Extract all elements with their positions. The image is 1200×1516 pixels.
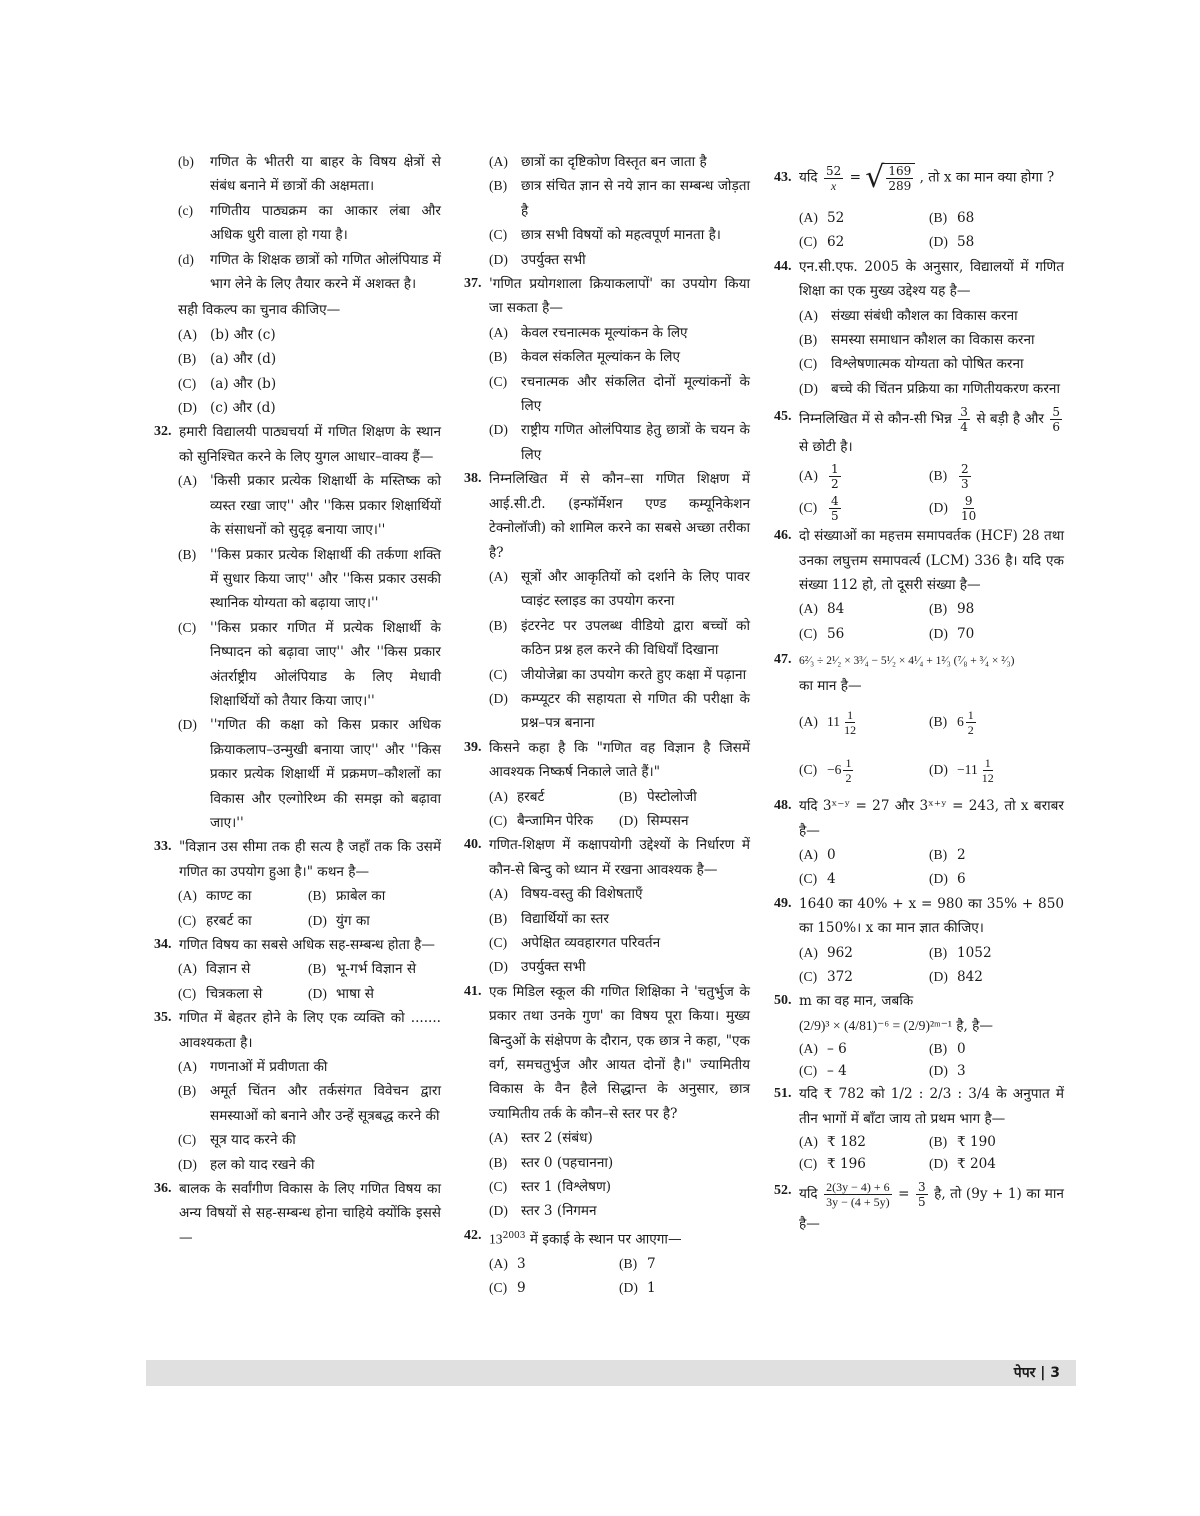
q33-option-d: (D) युंग का: [308, 912, 370, 929]
q35-option-d: (D) हल को याद रखने की: [178, 1156, 315, 1173]
q38-option-d: (D) कम्प्यूटर की सहायता से गणित की परीक्षा के प्रश्न–पत्र बनाना: [489, 690, 750, 732]
question-49: 49. 1640 का 40% + x = 980 का 35% + 850 का 150%। x का मान ज्ञात कीजिए।: [774, 895, 1064, 937]
question-48: 48. यदि 3ˣ⁻ʸ = 27 और 3ˣ⁺ʸ = 243, तो x बराबर है—: [774, 798, 1064, 839]
q36-option-b: (B) छात्र संचित ज्ञान से नये ज्ञान का सम्बन्ध जोड़ता है: [489, 178, 750, 219]
q50-expression: (2/9)³ × (4/81)⁻⁶ = (2/9)²ᵐ⁻¹: [799, 1017, 952, 1033]
q33-option-c: (C) हरबर्ट का: [178, 912, 252, 929]
q31-statement-d: (d) गणित के शिक्षक छात्रों को गणित ओलंपियाड में भाग लेने के लिए तैयार करने में अशक्त है।: [178, 251, 441, 293]
q32-option-c: (C) ''किस प्रकार गणित में प्रत्येक शिक्षार्थी के निष्पादन को बढ़ावा जाए'' और ''किस प्रकार अंतर्राष्ट्रीय ओलंपियाड के लिए मेधावी शिक्षार्थियों को तैयार किया जाए।'': [178, 619, 441, 709]
q48-option-a: (A) 0: [799, 846, 836, 863]
q49-option-a: (A) 962: [799, 944, 853, 961]
q40-options: [489, 882, 750, 980]
question-39: 39. किसने कहा है कि "गणित वह विज्ञान है जिसमें आवश्यक निष्कर्ष निकाले जाते हैं।": [464, 739, 750, 781]
q33-option-a: (A) काण्ट का: [178, 888, 252, 905]
question-47: 47. 6²⁄₃ ÷ 2¹⁄₂ × 3³⁄₄ − 5¹⁄₂ × 4¹⁄₄ + 1²⁄₃ (⁷⁄₈ + ³⁄₄ × ²⁄₃) का मान है—: [774, 652, 1015, 694]
q45-option-b: (B) $\frac{2}{3}$: [929, 462, 969, 492]
q40-option-d: (D) उपर्युक्त सभी: [489, 959, 586, 976]
q39-options: [489, 785, 750, 834]
q47-option-a: (A) 11 $\frac{1}{12}$: [799, 708, 857, 738]
question-46: 46. दो संख्याओं का महत्तम समापवर्तक (HCF) 28 तथा उनका लघुत्तम समापवर्त्य (LCM) 336 है। यदि एक संख्या 112 हो, तो दूसरी संख्या है—: [774, 528, 1064, 594]
q37-option-c: (C) रचनात्मक और संकलित दोनों मूल्यांकनों के लिए: [489, 373, 750, 415]
q42-options: [489, 1252, 750, 1301]
q44-option-c: (C) विश्लेषणात्मक योग्यता को पोषित करना: [799, 356, 1024, 373]
q42-option-d: (D) 1: [619, 1280, 656, 1297]
q35-options: [178, 1055, 441, 1177]
q32-option-d: (D) ''गणित की कक्षा को किस प्रकार अधिक क्रियाकलाप–उन्मुखी बनाया जाए'' और ''किस प्रकार प्रत्येक शिक्षार्थी में प्रक्रमण–कौशलों का विकास और एल्गोरिथ्म की समझ को बढ़ावा जाए।'': [178, 717, 441, 831]
q43-option-d: (D) 58: [929, 234, 975, 251]
q34-options: [178, 957, 441, 1006]
q39-option-c: (C) बैन्जामिन पेरिक: [489, 812, 594, 829]
q32-options: [178, 469, 441, 835]
q49-option-d: (D) 842: [929, 968, 983, 985]
q38-options: [489, 565, 750, 736]
q41-option-b: (B) स्तर 0 (पहचानना): [489, 1154, 614, 1171]
q44-option-b: (B) समस्या समाधान कौशल का विकास करना: [799, 332, 1035, 349]
question-35: 35. गणित में बेहतर होने के लिए एक व्यक्ति को ....... आवश्यकता है।: [154, 1010, 441, 1051]
q40-option-a: (A) विषय-वस्तु की विशेषताएँ: [489, 886, 643, 903]
question-43: 43. यदि $\frac{52}{x}$ = √ $\frac{169}{289}$ , तो x का मान क्या होगा ?: [774, 160, 1055, 195]
q47-options: [799, 698, 1064, 794]
column-2: [464, 150, 750, 1301]
question-36: 36. बालक के सर्वांगीण विकास के लिए गणित विषय का अन्य विषयों से सह-सम्बन्ध होना चाहिये क्योंकि इससे—: [154, 1181, 441, 1246]
question-41: 41. एक मिडिल स्कूल की गणित शिक्षिका ने 'चतुर्भुज के प्रकार तथा उनके गुण' का विषय पूरा किया। मुख्य बिन्दुओं के संक्षेपण के दौरान, एक छात्र ने कहा, "एक वर्ग, समचतुर्भुज और आयत दोनों है।" ज्यामितीय विकास के वैन हैले सिद्धान्त के अनुसार, छात्र ज्यामितीय तर्क के कौन–से स्तर पर है?: [464, 983, 750, 1122]
q38-option-b: (B) इंटरनेट पर उपलब्ध वीडियो द्वारा बच्चों को कठिन प्रश्न हल करने की विधियाँ दिखाना: [489, 617, 750, 659]
q46-options: [799, 597, 1064, 646]
question-45: 45. निम्नलिखित में से कौन-सी भिन्न $\frac{3}{4}$ से बड़ी है और $\frac{5}{6}$ से छोटी है।: [774, 405, 1060, 456]
q43-option-c: (C) 62: [799, 234, 845, 251]
q36-options: [489, 150, 750, 272]
q46-option-d: (D) 70: [929, 625, 975, 642]
q37-option-d: (D) राष्ट्रीय गणित ओलंपियाड हेतु छात्रों के चयन के लिए: [489, 422, 750, 463]
q37-option-a: (A) केवल रचनात्मक मूल्यांकन के लिए: [489, 324, 688, 341]
q41-option-d: (D) स्तर 3 (निगमन: [489, 1203, 597, 1220]
q31-option-d: (D) (c) और (d): [178, 400, 276, 417]
q50-option-b: (B) 0: [929, 1041, 966, 1058]
q41-option-a: (A) स्तर 2 (संबंध): [489, 1130, 593, 1147]
q48-option-c: (C) 4: [799, 871, 836, 888]
q45-option-d: (D) $\frac{9}{10}$: [929, 494, 977, 524]
q51-option-d: (D) ₹ 204: [929, 1155, 996, 1172]
q51-option-b: (B) ₹ 190: [929, 1133, 996, 1150]
q45-options: [799, 460, 1064, 524]
q40-option-b: (B) विद्यार्थियों का स्तर: [489, 910, 609, 927]
page-number: पेपर | 3: [1013, 1365, 1060, 1381]
q47-option-d: (D) −11 $\frac{1}{12}$: [929, 756, 994, 786]
q51-options: [799, 1131, 1064, 1175]
q38-option-a: (A) सूत्रों और आकृतियों को दर्शाने के लिए पावर प्वाइंट स्लाइड का उपयोग करना: [489, 568, 750, 610]
question-40: 40. गणित-शिक्षण में कक्षापयोगी उद्देश्यों के निर्धारण में कौन-से बिन्दु को ध्यान में रखना आवश्यक है—: [464, 837, 750, 878]
column-3: [774, 150, 1064, 1239]
q39-option-a: (A) हरबर्ट: [489, 788, 545, 805]
q46-option-a: (A) 84: [799, 601, 845, 618]
question-37: 37. 'गणित प्रयोगशाला क्रियाकलापों' का उपयोग किया जा सकता है—: [464, 276, 750, 317]
q46-option-b: (B) 98: [929, 601, 975, 618]
q50-options: [799, 1038, 1064, 1082]
q39-option-d: (D) सिम्पसन: [619, 812, 689, 829]
q43-sqrt: √ $\frac{169}{289}$: [865, 163, 915, 193]
question-52: 52. यदि $\frac{2(3y - 4) + 6}{3y - (4 + 5y)}$ = $\frac{3}{5}$ है, तो (9y + 1) का मान है—: [774, 1179, 1064, 1232]
q51-option-a: (A) ₹ 182: [799, 1133, 866, 1150]
q44-option-d: (D) बच्चे की चिंतन प्रक्रिया का गणितीयकरण करना: [799, 380, 1060, 397]
q43-option-a: (A) 52: [799, 210, 845, 226]
q36-option-a: (A) छात्रों का दृष्टिकोण विस्तृत बन जाता है: [489, 154, 707, 170]
q50-option-d: (D) 3: [929, 1063, 966, 1080]
question-33: 33. "विज्ञान उस सीमा तक ही सत्य है जहाँ तक कि उसमें गणित का उपयोग हुआ है।" कथन है—: [154, 839, 441, 880]
q47-option-c: (C) −6 $\frac{1}{2}$: [799, 756, 852, 786]
question-51: 51. यदि ₹ 782 को 1/2 : 2/3 : 3/4 के अनुपात में तीन भागों में बाँटा जाय तो प्रथम भाग है—: [774, 1086, 1064, 1127]
q46-option-c: (C) 56: [799, 625, 845, 642]
q32-option-b: (B) ''किस प्रकार प्रत्येक शिक्षार्थी की तर्कणा शक्ति में सुधार किया जाए'' और ''किस प्रकार उसकी स्थानिक योग्यता को बढ़ाया जाए।'': [178, 546, 441, 612]
q41-option-c: (C) स्तर 1 (विश्लेषण): [489, 1179, 612, 1196]
question-42: 42. $13^{2003}$ में इकाई के स्थान पर आएगा—: [464, 1227, 682, 1248]
q35-option-b: (B) अमूर्त चिंतन और तर्कसंगत विवेचन द्वारा समस्याओं को बनाने और उन्हें सूत्रबद्ध करने की: [178, 1083, 441, 1124]
q37-options: [489, 321, 750, 467]
q36-option-d: (D) उपर्युक्त सभी: [489, 251, 586, 268]
q34-option-d: (D) भाषा से: [308, 985, 374, 1002]
q43-fraction: $\frac{52}{x}$: [825, 163, 842, 193]
q49-option-c: (C) 372: [799, 968, 853, 985]
q31-instruction: सही विकल्प का चुनाव कीजिए—: [178, 302, 341, 319]
question-38: 38. निम्नलिखित में से कौन–सा गणित शिक्षण में आई.सी.टी. (इन्फॉर्मेशन एण्ड कम्यूनिकेशन टेक्नोलॉजी) को शामिल करने का सबसे अच्छा तरीका है?: [464, 471, 750, 561]
q33-options: [178, 884, 441, 933]
q45-option-c: (C) $\frac{4}{5}$: [799, 494, 839, 524]
q42-option-a: (A) 3: [489, 1255, 526, 1272]
column-1: [154, 150, 441, 1250]
q31-statement-c: (c) गणितीय पाठ्यक्रम का आकार लंबा और अधिक धुरी वाला हो गया है।: [178, 202, 441, 244]
q48-option-d: (D) 6: [929, 871, 966, 888]
q40-option-c: (C) अपेक्षित व्यवहारगत परिवर्तन: [489, 935, 661, 951]
q51-option-c: (C) ₹ 196: [799, 1155, 866, 1172]
q35-option-a: (A) गणनाओं में प्रवीणता की: [178, 1059, 328, 1076]
q39-option-b: (B) पेस्टोलोजी: [619, 788, 697, 805]
q42-option-b: (B) 7: [619, 1255, 656, 1272]
q47-option-b: (B) 6 $\frac{1}{2}$: [929, 708, 974, 738]
question-34: 34. गणित विषय का सबसे अधिक सह-सम्बन्ध होता है—: [154, 937, 435, 953]
q42-option-c: (C) 9: [489, 1280, 526, 1297]
question-44: 44. एन.सी.एफ. 2005 के अनुसार, विद्यालयों में गणित शिक्षा का एक मुख्य उद्देश्य यह है—: [774, 258, 1064, 300]
q31-statements: [178, 150, 441, 420]
q31-option-b: (B) (a) और (d): [178, 351, 277, 368]
q44-option-a: (A) संख्या संबंधी कौशल का विकास करना: [799, 307, 1018, 324]
q31-statement-b: (b) गणित के भीतरी या बाहर के विषय क्षेत्रों से संबंध बनाने में छात्रों की अक्षमता।: [178, 154, 441, 195]
footer-bar: [146, 1360, 1076, 1386]
q49-option-b: (B) 1052: [929, 944, 992, 961]
q48-option-b: (B) 2: [929, 846, 966, 863]
q34-option-b: (B) भू-गर्भ विज्ञान से: [308, 961, 417, 978]
q41-options: [489, 1126, 750, 1224]
q32-option-a: (A) 'किसी प्रकार प्रत्येक शिक्षार्थी के मस्तिष्क को व्यस्त रखा जाए'' और ''किस प्रकार शिक्षार्थियों के संसाधनों को सुदृढ़ बनाया जाए।'': [178, 473, 441, 539]
q49-options: [799, 941, 1064, 990]
q34-option-c: (C) चित्रकला से: [178, 985, 263, 1002]
question-32: 32. हमारी विद्यालयी पाठ्यचर्या में गणित शिक्षण के स्थान को सुनिश्चित करने के लिए युगल आधार–वाक्य हैं—: [154, 424, 441, 465]
q48-options: [799, 843, 1064, 892]
q44-options: [799, 304, 1064, 402]
q36-option-c: (C) छात्र सभी विषयों को महत्वपूर्ण मानता है।: [489, 227, 721, 244]
q34-option-a: (A) विज्ञान से: [178, 961, 251, 978]
q38-option-c: (C) जीयोजेब्रा का उपयोग करते हुए कक्षा में पढ़ाना: [489, 666, 747, 683]
q35-option-c: (C) सूत्र याद करने की: [178, 1132, 296, 1149]
q50-option-c: (C) – 4: [799, 1063, 847, 1080]
q50-option-a: (A) – 6: [799, 1041, 847, 1058]
q31-option-c: (C) (a) और (b): [178, 375, 277, 392]
question-50: 50. m का वह मान, जबकि (2/9)³ × (4/81)⁻⁶ = (2/9)²ᵐ⁻¹ है, है—: [774, 993, 993, 1034]
q31-option-a: (A) (b) और (c): [178, 326, 276, 343]
q47-expression: 6²⁄₃ ÷ 2¹⁄₂ × 3³⁄₄ − 5¹⁄₂ × 4¹⁄₄ + 1²⁄₃ (⁷⁄₈ + ³⁄₄ × ²⁄₃): [799, 655, 1015, 668]
q33-option-b: (B) फ्राबेल का: [308, 888, 386, 905]
q37-option-b: (B) केवल संकलित मूल्यांकन के लिए: [489, 349, 681, 366]
q45-option-a: (A) $\frac{1}{2}$: [799, 462, 839, 492]
q43-option-b: (B) 68: [929, 210, 975, 226]
q43-options: [799, 206, 1064, 255]
